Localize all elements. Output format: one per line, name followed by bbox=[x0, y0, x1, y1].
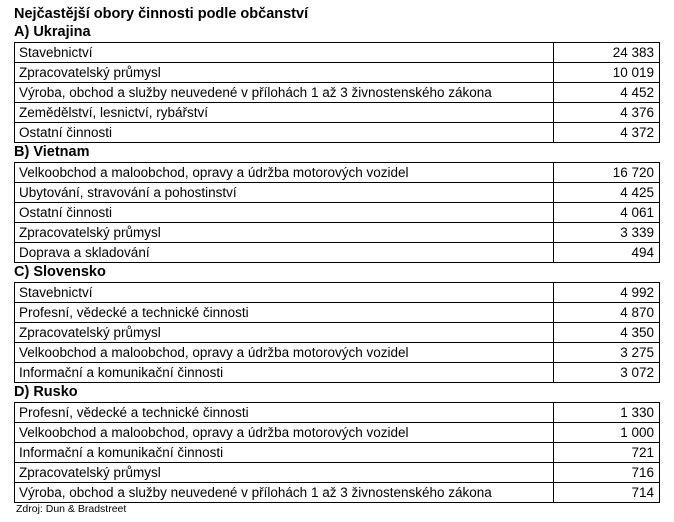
row-value: 494 bbox=[554, 243, 660, 263]
row-label: Profesní, vědecké a technické činnosti bbox=[15, 403, 554, 423]
row-value: 3 339 bbox=[554, 223, 660, 243]
row-value: 4 372 bbox=[554, 123, 660, 143]
row-label: Ostatní činnosti bbox=[15, 123, 554, 143]
section-table bbox=[14, 282, 660, 383]
table-row bbox=[15, 323, 660, 343]
row-value: 3 275 bbox=[554, 343, 660, 363]
row-label: Profesní, vědecké a technické činnosti bbox=[15, 303, 554, 323]
row-value: 4 350 bbox=[554, 323, 660, 343]
table-row bbox=[15, 103, 660, 123]
table-row bbox=[15, 403, 660, 423]
sections-container bbox=[14, 23, 664, 503]
table-row bbox=[15, 483, 660, 503]
row-value: 3 072 bbox=[554, 363, 660, 383]
row-label: Ubytování, stravování a pohostinství bbox=[15, 183, 554, 203]
table-row bbox=[15, 203, 660, 223]
row-label: Informační a komunikační činnosti bbox=[15, 363, 554, 383]
row-value: 24 383 bbox=[554, 43, 660, 63]
row-value: 4 425 bbox=[554, 183, 660, 203]
table-row bbox=[15, 183, 660, 203]
row-label: Stavebnictví bbox=[15, 43, 554, 63]
row-value: 4 452 bbox=[554, 83, 660, 103]
section-table bbox=[14, 162, 660, 263]
table-row bbox=[15, 443, 660, 463]
row-value: 4 870 bbox=[554, 303, 660, 323]
section-table bbox=[14, 402, 660, 503]
section-heading: C) Slovensko bbox=[14, 264, 106, 280]
section-heading: A) Ukrajina bbox=[14, 24, 91, 40]
table-row bbox=[15, 343, 660, 363]
table-row bbox=[15, 163, 660, 183]
row-label: Zpracovatelský průmysl bbox=[15, 63, 554, 83]
table-row bbox=[15, 83, 660, 103]
row-label: Výroba, obchod a služby neuvedené v přílohách 1 až 3 živnostenského zákona bbox=[15, 83, 554, 103]
row-value: 10 019 bbox=[554, 63, 660, 83]
row-value: 716 bbox=[554, 463, 660, 483]
row-label: Doprava a skladování bbox=[15, 243, 554, 263]
row-label: Zpracovatelský průmysl bbox=[15, 323, 554, 343]
table-row bbox=[15, 243, 660, 263]
table-row bbox=[15, 63, 660, 83]
row-label: Stavebnictví bbox=[15, 283, 554, 303]
row-label: Zpracovatelský průmysl bbox=[15, 463, 554, 483]
row-value: 4 992 bbox=[554, 283, 660, 303]
row-label: Velkoobchod a maloobchod, opravy a údržba motorových vozidel bbox=[15, 343, 554, 363]
section-heading: D) Rusko bbox=[14, 384, 78, 400]
table-row bbox=[15, 123, 660, 143]
row-value: 4 061 bbox=[554, 203, 660, 223]
section-heading: B) Vietnam bbox=[14, 144, 90, 160]
table-row bbox=[15, 423, 660, 443]
row-value: 714 bbox=[554, 483, 660, 503]
row-value: 16 720 bbox=[554, 163, 660, 183]
table-row bbox=[15, 363, 660, 383]
row-value: 1 000 bbox=[554, 423, 660, 443]
row-label: Výroba, obchod a služby neuvedené v přílohách 1 až 3 živnostenského zákona bbox=[15, 483, 554, 503]
row-label: Zemědělství, lesnictví, rybářství bbox=[15, 103, 554, 123]
row-label: Velkoobchod a maloobchod, opravy a údržba motorových vozidel bbox=[15, 423, 554, 443]
row-value: 4 376 bbox=[554, 103, 660, 123]
row-value: 721 bbox=[554, 443, 660, 463]
row-value: 1 330 bbox=[554, 403, 660, 423]
table-row bbox=[15, 43, 660, 63]
row-label: Ostatní činnosti bbox=[15, 203, 554, 223]
table-row bbox=[15, 303, 660, 323]
row-label: Informační a komunikační činnosti bbox=[15, 443, 554, 463]
row-label: Zpracovatelský průmysl bbox=[15, 223, 554, 243]
source-note: Zdroj: Dun & Bradstreet bbox=[16, 503, 127, 515]
table-row bbox=[15, 463, 660, 483]
table-row bbox=[15, 223, 660, 243]
row-label: Velkoobchod a maloobchod, opravy a údržba motorových vozidel bbox=[15, 163, 554, 183]
page-title: Nejčastější obory činnosti podle občanství bbox=[14, 6, 309, 22]
table-row bbox=[15, 283, 660, 303]
section-table bbox=[14, 42, 660, 143]
